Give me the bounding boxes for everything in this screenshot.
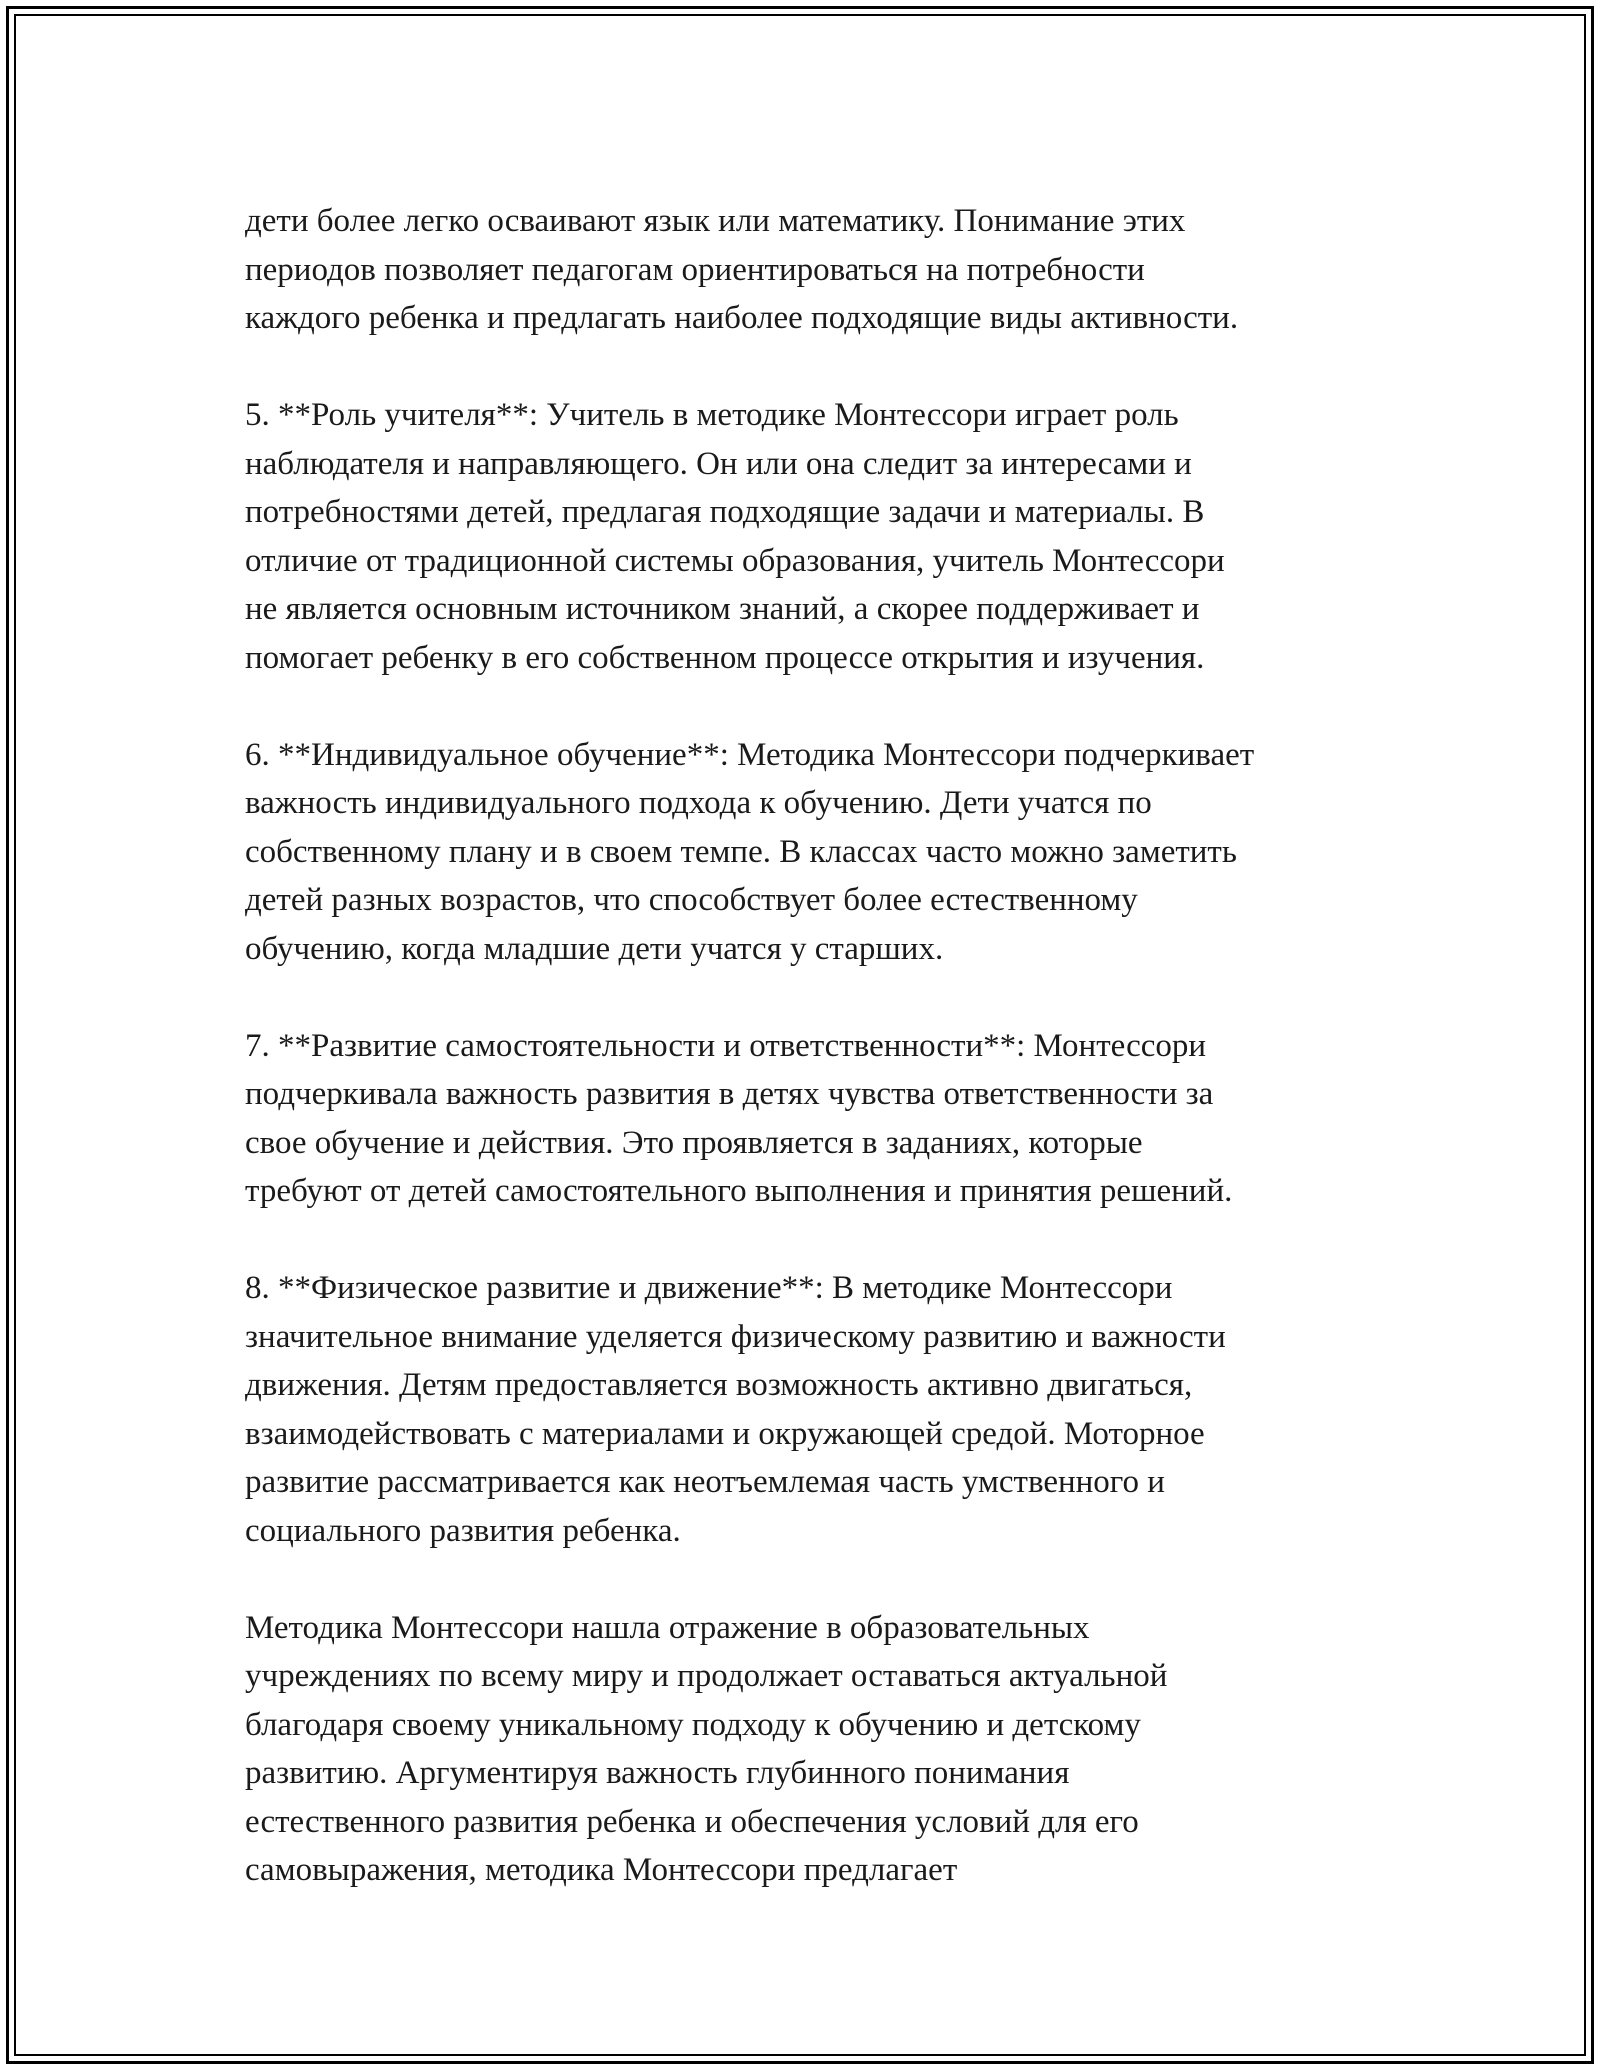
document-text bbox=[245, 197, 1425, 1895]
text-line: благодаря своему уникальному подходу к обучению и детскому bbox=[245, 1706, 1141, 1743]
paragraph-continuation bbox=[245, 197, 1425, 343]
paragraph-gap bbox=[245, 973, 1425, 1022]
paragraph-conclusion bbox=[245, 1604, 1425, 1895]
paragraph-gap bbox=[245, 682, 1425, 731]
text-line: социального развития ребенка. bbox=[245, 1512, 681, 1549]
text-line: отличие от традиционной системы образования, учитель Монтессори bbox=[245, 542, 1225, 579]
paragraph-independence bbox=[245, 1022, 1425, 1216]
text-line: 8. **Физическое развитие и движение**: В методике Монтессори bbox=[245, 1270, 1173, 1306]
text-line: обучению, когда младшие дети учатся у старших. bbox=[245, 930, 944, 967]
paragraph-individual-learning bbox=[245, 731, 1425, 974]
text-line: важность индивидуального подхода к обучению. Дети учатся по bbox=[245, 785, 1152, 821]
text-line: подчеркивала важность развития в детях чувства ответственности за bbox=[245, 1076, 1214, 1112]
text-line: развитие рассматривается как неотъемлемая часть умственного и bbox=[245, 1464, 1165, 1500]
text-line: 6. **Индивидуальное обучение**: Методика Монтессори подчеркивает bbox=[245, 736, 1255, 773]
text-line: самовыражения, методика Монтессори предлагает bbox=[245, 1852, 958, 1888]
text-line: развитию. Аргументируя важность глубинного понимания bbox=[245, 1755, 1070, 1791]
text-line: детей разных возрастов, что способствует более естественному bbox=[245, 882, 1138, 918]
text-line: 5. **Роль учителя**: Учитель в методике Монтессори играет роль bbox=[245, 397, 1179, 433]
text-line: 7. **Развитие самостоятельности и ответственности**: Монтессори bbox=[245, 1027, 1207, 1064]
paragraph-gap bbox=[245, 343, 1425, 392]
text-line: не является основным источником знаний, а скорее поддерживает и bbox=[245, 591, 1200, 627]
text-line: естественного развития ребенка и обеспечения условий для его bbox=[245, 1803, 1139, 1840]
text-line: взаимодействовать с материалами и окружающей средой. Моторное bbox=[245, 1415, 1205, 1452]
text-line: периодов позволяет педагогам ориентироваться на потребности bbox=[245, 251, 1145, 288]
text-line: Методика Монтессори нашла отражение в образовательных bbox=[245, 1609, 1090, 1646]
text-line: каждого ребенка и предлагать наиболее подходящие виды активности. bbox=[245, 300, 1239, 336]
paragraph-teacher-role bbox=[245, 391, 1425, 682]
text-line: требуют от детей самостоятельного выполнения и принятия решений. bbox=[245, 1173, 1233, 1209]
text-line: наблюдателя и направляющего. Он или она следит за интересами и bbox=[245, 445, 1192, 482]
text-line: дети более легко осваивают язык или математику. Понимание этих bbox=[245, 203, 1186, 239]
document-page bbox=[6, 6, 1594, 2064]
paragraph-gap bbox=[245, 1555, 1425, 1604]
paragraph-physical-development bbox=[245, 1264, 1425, 1555]
text-line: движения. Детям предоставляется возможность активно двигаться, bbox=[245, 1367, 1193, 1403]
text-line: свое обучение и действия. Это проявляется в заданиях, которые bbox=[245, 1124, 1143, 1161]
paragraph-gap bbox=[245, 1216, 1425, 1265]
text-line: значительное внимание уделяется физическому развитию и важности bbox=[245, 1318, 1226, 1355]
text-line: учреждениях по всему миру и продолжает оставаться актуальной bbox=[245, 1658, 1168, 1694]
text-line: потребностями детей, предлагая подходящие задачи и материалы. В bbox=[245, 494, 1205, 530]
text-line: собственному плану и в своем темпе. В классах часто можно заметить bbox=[245, 833, 1237, 870]
text-line: помогает ребенку в его собственном процессе открытия и изучения. bbox=[245, 639, 1205, 676]
